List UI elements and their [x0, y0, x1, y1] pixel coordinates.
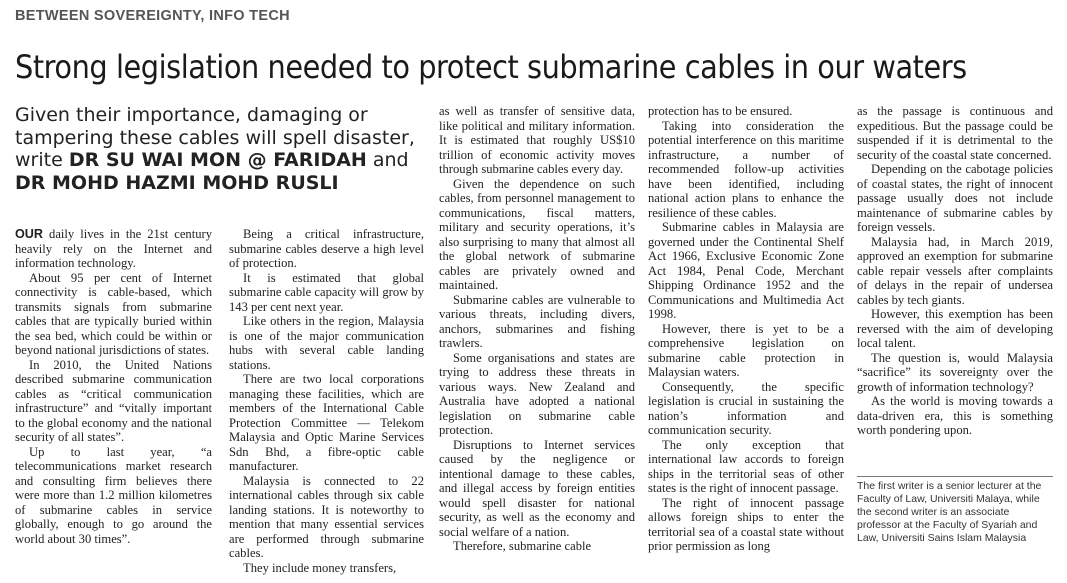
paragraph: Taking into consideration the potential interference on this maritime infrastructure, a number of recommended follow-up activities have been identified, including national action plans to enhance the resilience of these cables. [648, 118, 844, 220]
author-2: DR MOHD HAZMI MOHD RUSLI [15, 171, 339, 194]
paragraph: Submarine cables are vulnerable to various threats, including divers, anchors, submarines and fishing trawlers. [439, 292, 635, 350]
body-column-4 [648, 104, 844, 554]
paragraph: The only exception that international law accords to foreign ships in the territorial seas of other states is the right of innocent passage. [648, 437, 844, 495]
paragraph-continuation: as the passage is continuous and expeditious. But the passage could be suspended if it is detrimental to the security of the coastal state concerned. [857, 104, 1053, 162]
standfirst [15, 104, 435, 194]
paragraph: Consequently, the specific legislation is crucial in sustaining the nation’s information and communication security. [648, 379, 844, 437]
paragraph: There are two local corporations managing these facilities, which are members of the International Cable Protection Committee — Telekom Malaysia and Optic Marine Services Sdn Bhd, a fibre-optic cable manufacturer. [229, 372, 424, 473]
paragraph: About 95 per cent of Internet connectivity is cable-based, which transmits signals from submarine cables that are typically buried within the sea bed, which could be within or beyond national jurisdictions of states. [15, 270, 212, 357]
bio-divider [857, 476, 1053, 477]
paragraph: Up to last year, “a telecommunications market research and consulting firm believes there were more than 1.2 million kilometres of submarine cables in service globally, enough to go around the world about 30 times”. [15, 444, 212, 546]
standfirst-text: Given their importance, damaging or tampering these cables will spell disaster, write [15, 104, 415, 171]
body-column-2 [229, 227, 424, 575]
paragraph: However, there is yet to be a comprehensive legislation on submarine cable protection in Malaysian waters. [648, 321, 844, 379]
paragraph-continuation: as well as transfer of sensitive data, like political and military information. It is estimated that roughly US$10 trillion of economic activity moves through submarine cables every day. [439, 104, 635, 176]
paragraph: Malaysia had, in March 2019, approved an exemption for submarine cable repair vessels after complaints of delays in the repair of undersea cables by tech giants. [857, 234, 1053, 307]
paragraph: Like others in the region, Malaysia is one of the major communication hubs with several cable landing stations. [229, 314, 424, 372]
paragraph: Some organisations and states are trying to address these threats in various ways. New Zealand and Australia have adopted a national legislation on submarine cable protection. [439, 350, 635, 437]
paragraph: Submarine cables in Malaysia are governed under the Continental Shelf Act 1966, Exclusive Economic Zone Act 1984, Penal Code, Merchant Shipping Ordinance 1952 and the Communications and Multimedia Act 1998. [648, 220, 844, 321]
paragraph: Disruptions to Internet services caused by the negligence or intentional damage to these cables, and illegal access by foreign entities would spell disaster for national security, as well as the economy and social welfare of a nation. [439, 437, 635, 539]
paragraph: Therefore, submarine cable [453, 539, 592, 553]
paragraph: Depending on the cabotage policies of coastal states, the right of innocent passage usually does not include maintenance of submarine cables by foreign vessels. [857, 162, 1053, 234]
author-bio: The first writer is a senior lecturer at the Faculty of Law, Universiti Malaya, while the second writer is an associate professor at the Faculty of Syariah and Law, Universiti Sains Islam Malaysia [857, 480, 1042, 544]
paragraph: Given the dependence on such cables, from personnel management to communications, fiscal matters, military and security operations, it’s also surprising to many that almost all the global network of submarine cables are privately owned and maintained. [439, 176, 635, 292]
paragraph: Being a critical infrastructure, submarine cables deserve a high level of protection. [229, 227, 424, 270]
section-kicker: BETWEEN SOVEREIGNTY, INFO TECH [15, 8, 290, 24]
article-headline: Strong legislation needed to protect submarine cables in our waters [15, 48, 967, 86]
body-column-5 [857, 104, 1053, 438]
body-column-1 [15, 227, 212, 546]
paragraph: The question is, would Malaysia “sacrifice” its sovereignty over the growth of information technology? [857, 350, 1053, 394]
paragraph: They include money transfers, [243, 560, 397, 575]
paragraph: As the world is moving towards a data-driven era, this is something worth pondering upon. [857, 394, 1053, 437]
paragraph-continuation: protection has to be ensured. [648, 104, 793, 118]
body-column-3 [439, 104, 635, 554]
paragraph-text: daily lives in the 21st century heavily rely on the Internet and information technology. [15, 227, 212, 270]
paragraph: It is estimated that global submarine cable capacity will grow by 143 per cent next year. [229, 270, 424, 314]
author-1: DR SU WAI MON @ FARIDAH [68, 149, 367, 171]
paragraph: Malaysia is connected to 22 international cables through six cable landing stations. It is noteworthy to mention that many essential services are performed through submarine cables. [229, 473, 424, 560]
lead-word: OUR [15, 227, 43, 241]
paragraph: However, this exemption has been reversed with the aim of developing local talent. [857, 307, 1053, 350]
paragraph: The right of innocent passage allows foreign ships to enter the territorial sea of a coastal state without prior permission as long [648, 495, 844, 553]
standfirst-conjunction: and [366, 149, 409, 171]
paragraph [15, 227, 212, 271]
paragraph: In 2010, the United Nations described submarine communication cables as “critical communication infrastructure” and “vitally important to the global economy and the national security of all states”. [15, 357, 212, 444]
